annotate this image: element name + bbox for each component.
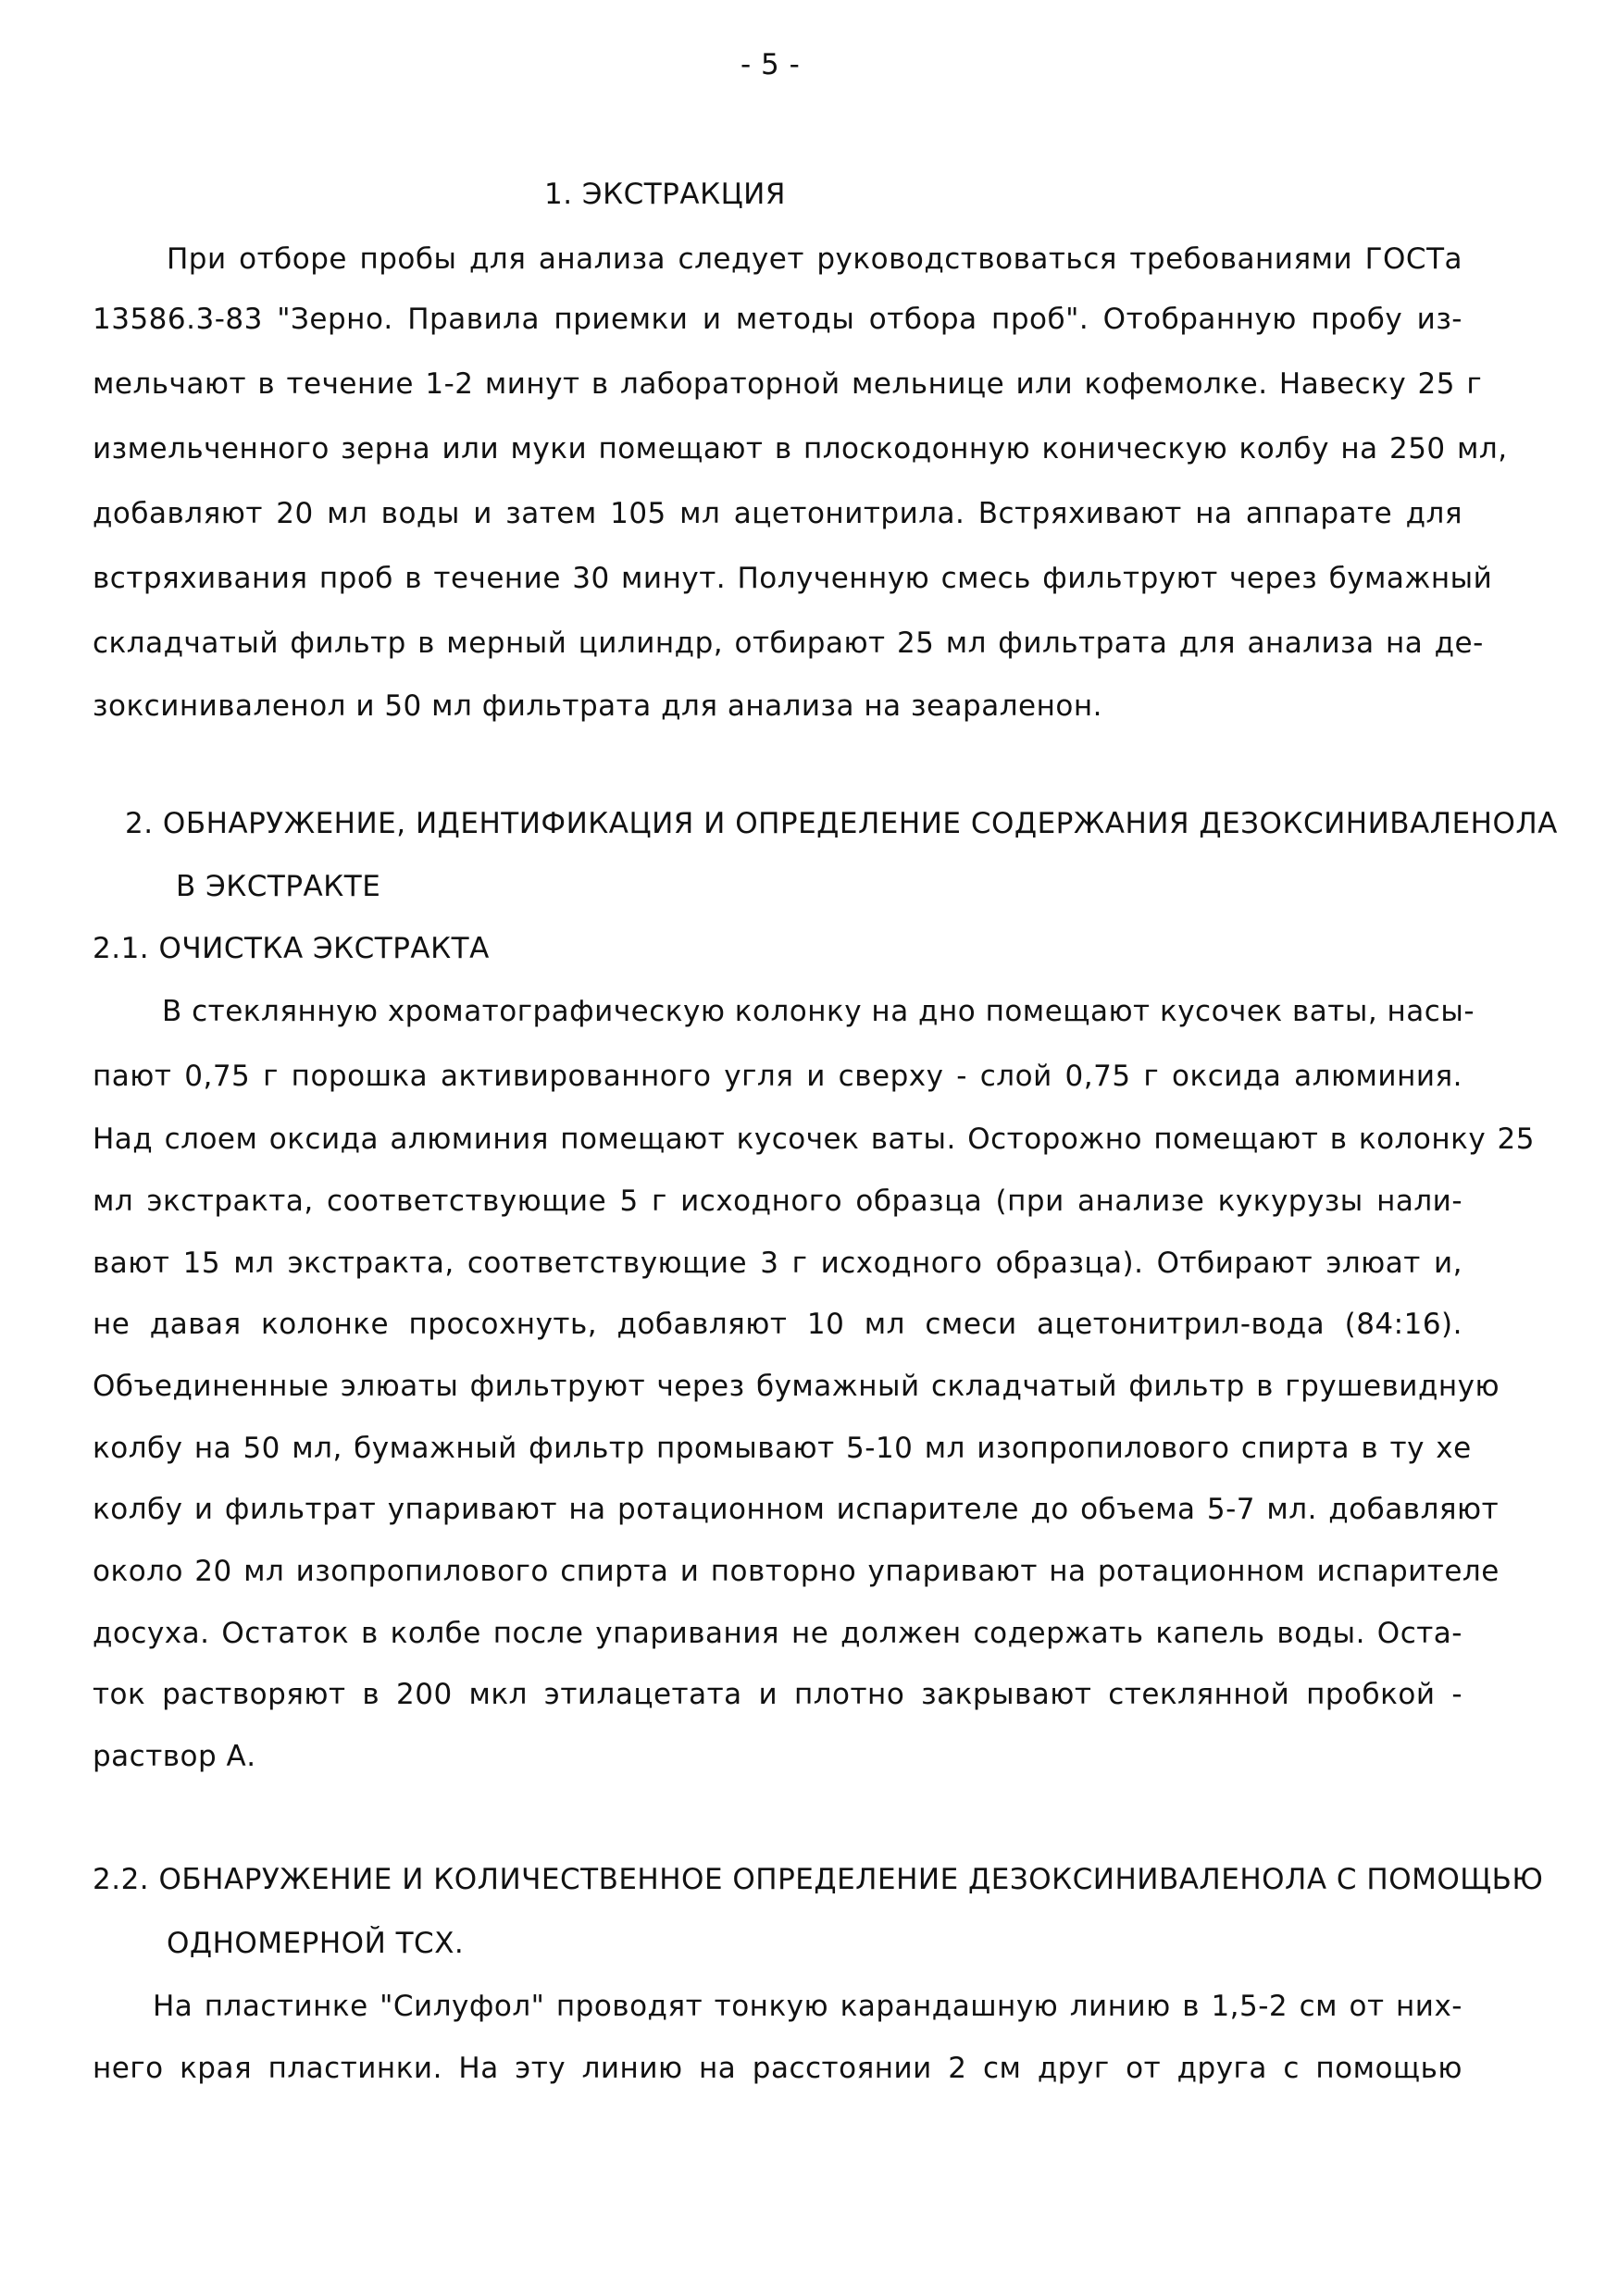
section-2-1-line-5: вают 15 мл экстракта, соответствующие 3 г исходного образца). Отбирают элюат и, [93, 1247, 1462, 1280]
section-2-1-line-10: около 20 мл изопропилового спирта и повторно упаривают на ротационном испарителе [93, 1555, 1500, 1588]
section-2-1-line-13: раствор А. [93, 1740, 256, 1773]
section-2-1-line-1: В стеклянную хроматографическую колонку на дно помещают кусочек ваты, насы- [162, 995, 1475, 1028]
section-2-1-title: 2.1. ОЧИСТКА ЭКСТРАКТА [93, 932, 490, 965]
section-1-title: 1. ЭКСТРАКЦИЯ [544, 178, 786, 211]
section-2-1-line-12: ток растворяют в 200 мкл этилацетата и плотно закрывают стеклянной пробкой - [93, 1678, 1462, 1711]
section-2-2-line-2: него края пластинки. На эту линию на расстоянии 2 см друг от друга с помощью [93, 2052, 1462, 2085]
section-2-1-line-4: мл экстракта, соответствующие 5 г исходного образца (при анализе кукурузы нали- [93, 1185, 1462, 1218]
section-1-line-4: измельченного зерна или муки помещают в плоскодонную коническую колбу на 250 мл, [93, 432, 1508, 465]
section-1-line-8: зоксиниваленол и 50 мл фильтрата для анализа на зеараленон. [93, 689, 1102, 723]
section-1-line-3: мельчают в течение 1-2 минут в лабораторной мельнице или кофемолке. Навеску 25 г [93, 367, 1483, 401]
section-2-1-line-8: колбу на 50 мл, бумажный фильтр промывают 5-10 мл изопропилового спирта в ту хе [93, 1432, 1472, 1465]
section-1-line-5: добавляют 20 мл воды и затем 105 мл ацетонитрила. Встряхивают на аппарате для [93, 497, 1462, 530]
section-2-1-line-3: Над слоем оксида алюминия помещают кусочек ваты. Осторожно помещают в колонку 25 [93, 1123, 1535, 1156]
section-2-2-title-line-1: 2.2. ОБНАРУЖЕНИЕ И КОЛИЧЕСТВЕННОЕ ОПРЕДЕЛЕНИЕ ДЕЗОКСИНИВАЛЕНОЛА С ПОМОЩЬЮ [93, 1863, 1544, 1896]
section-2-2-line-1: На пластинке "Силуфол" проводят тонкую карандашную линию в 1,5-2 см от них- [153, 1990, 1462, 2023]
page-number: - 5 - [741, 48, 801, 81]
section-1-line-2: 13586.3-83 "Зерно. Правила приемки и методы отбора проб". Отобранную пробу из- [93, 303, 1462, 336]
section-1-line-7: складчатый фильтр в мерный цилиндр, отбирают 25 мл фильтрата для анализа на де- [93, 627, 1484, 660]
section-2-title-line-2: В ЭКСТРАКТЕ [176, 870, 381, 903]
section-2-1-line-9: колбу и фильтрат упаривают на ротационном испарителе до объема 5-7 мл. добавляют [93, 1493, 1500, 1526]
section-2-1-line-7: Объединенные элюаты фильтруют через бумажный складчатый фильтр в грушевидную [93, 1370, 1500, 1403]
section-2-1-line-11: досуха. Остаток в колбе после упаривания не должен содержать капель воды. Оста- [93, 1617, 1462, 1650]
section-2-title-line-1: 2. ОБНАРУЖЕНИЕ, ИДЕНТИФИКАЦИЯ И ОПРЕДЕЛЕНИЕ СОДЕРЖАНИЯ ДЕЗОКСИНИВАЛЕНОЛА [125, 807, 1558, 840]
section-2-1-line-6: не давая колонке просохнуть, добавляют 10 мл смеси ацетонитрил-вода (84:16). [93, 1308, 1462, 1341]
section-2-1-line-2: пают 0,75 г порошка активированного угля и сверху - слой 0,75 г оксида алюминия. [93, 1060, 1462, 1093]
section-1-line-6: встряхивания проб в течение 30 минут. Полученную смесь фильтруют через бумажный [93, 562, 1493, 595]
section-2-2-title-line-2: ОДНОМЕРНОЙ ТСХ. [167, 1927, 465, 1960]
section-1-line-1: При отборе пробы для анализа следует руководствоваться требованиями ГОСТа [167, 242, 1462, 276]
